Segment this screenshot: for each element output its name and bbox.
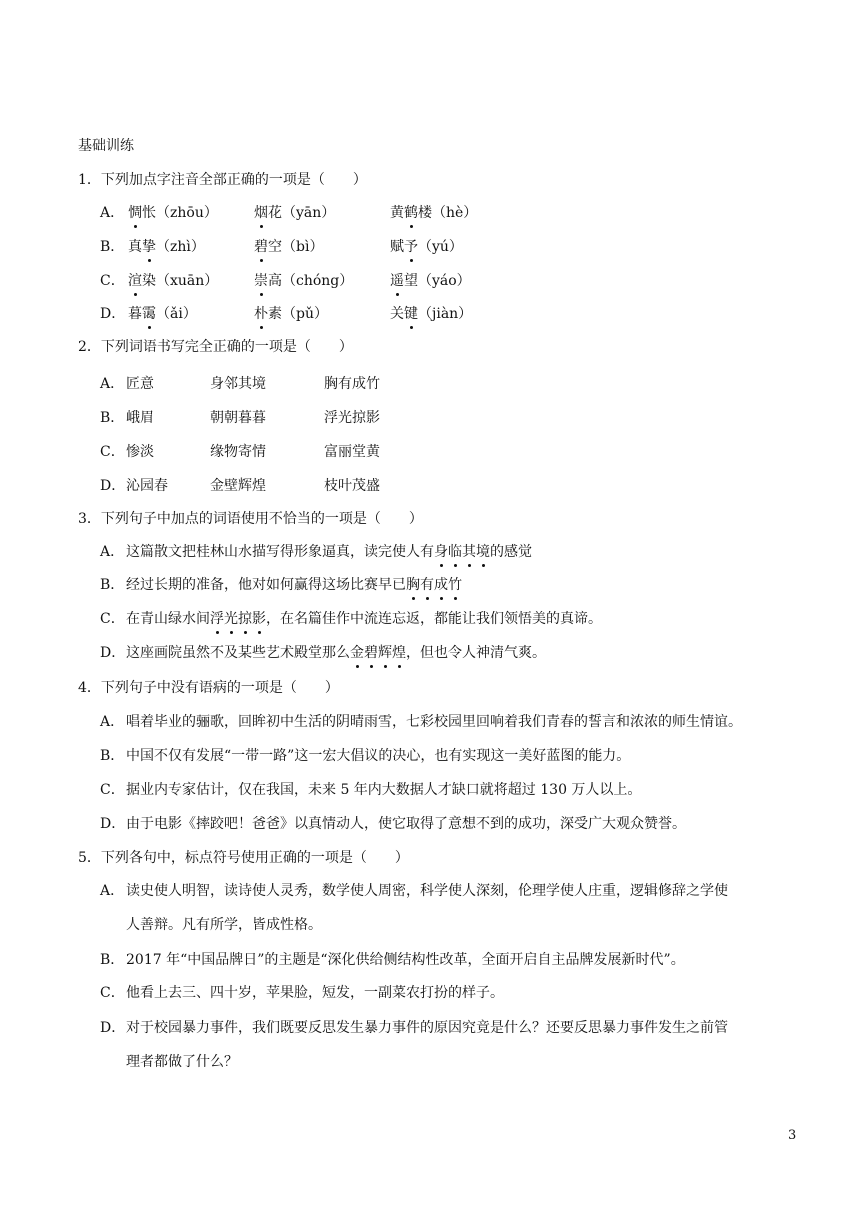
emphasis-char: 碧 — [364, 645, 378, 661]
emphasis-char: 影 — [252, 611, 266, 627]
option-text: 他看上去三、四十岁，苹果脸，短发，一副菜农打扮的样子。 — [126, 985, 504, 1001]
emphasis-char: 崇 — [254, 273, 268, 289]
question-stem: 2．下列词语书写完全正确的一项是（ ） — [78, 339, 353, 355]
emphasis-char: 境 — [476, 544, 490, 560]
question-stem: 5．下列各句中，标点符号使用正确的一项是（ ） — [78, 850, 409, 866]
text-segment: （zhì） — [156, 239, 205, 255]
option-term — [128, 304, 197, 324]
option-text — [126, 575, 462, 595]
text-segment: 富丽堂黄 — [324, 444, 380, 460]
emphasis-char: 遥 — [390, 273, 404, 289]
option-text: 对于校园暴力事件，我们既要反思发生暴力事件的原因究竟是什么？还要反思暴力事件发生之前管 — [126, 1020, 728, 1036]
text-segment: 暮 — [128, 306, 142, 322]
text-segment: ，在名篇佳作中流连忘返，都能让我们领悟美的真谛。 — [266, 611, 602, 627]
option-label: C． — [100, 444, 125, 460]
emphasis-char: 鹤 — [404, 205, 418, 221]
option-label: B． — [100, 748, 125, 764]
text-segment: （ǎi） — [156, 306, 197, 322]
emphasis-char: 惆 — [128, 205, 142, 221]
emphasis-char: 掠 — [238, 611, 252, 627]
text-segment: 胸有成竹 — [324, 376, 380, 392]
text-segment: 朝朝暮暮 — [210, 410, 266, 426]
text-segment: 关 — [390, 306, 404, 322]
question-stem: 4．下列句子中没有语病的一项是（ ） — [78, 680, 339, 696]
question-stem: 3．下列句子中加点的词语使用不恰当的一项是（ ） — [78, 511, 423, 527]
emphasis-char: 竹 — [448, 577, 462, 593]
option-label: D． — [100, 478, 126, 494]
emphasis-char: 键 — [404, 306, 418, 322]
option-text — [126, 609, 602, 629]
emphasis-char: 身 — [434, 544, 448, 560]
option-term — [390, 203, 477, 223]
option-term — [324, 442, 380, 462]
option-label: D． — [100, 816, 126, 832]
option-term — [254, 271, 353, 291]
option-label: D． — [100, 1020, 126, 1036]
text-segment: 浮光掠影 — [324, 410, 380, 426]
option-label: C． — [100, 782, 125, 798]
emphasis-char: 渲 — [128, 273, 142, 289]
option-term — [128, 237, 205, 257]
emphasis-char: 胸 — [406, 577, 420, 593]
text-segment: 缘物寄情 — [210, 444, 266, 460]
option-text: 理者都做了什么？ — [126, 1054, 238, 1070]
text-segment: 素（pǔ） — [268, 306, 328, 322]
option-term — [210, 408, 266, 428]
emphasis-char: 碧 — [254, 239, 268, 255]
emphasis-char: 煌 — [392, 645, 406, 661]
text-segment: 楼（hè） — [418, 205, 478, 221]
option-text — [126, 542, 532, 562]
emphasis-char: 成 — [434, 577, 448, 593]
emphasis-char: 挚 — [142, 239, 156, 255]
option-label: A． — [100, 883, 125, 899]
option-text: 人善辩。凡有所学，皆成性格。 — [126, 917, 322, 933]
text-segment: 赋 — [390, 239, 404, 255]
text-segment: 花（yān） — [268, 205, 336, 221]
option-term — [254, 237, 323, 257]
text-segment: 峨眉 — [126, 410, 154, 426]
text-segment: ，但也令人神清气爽。 — [406, 645, 546, 661]
option-text: 读史使人明智，读诗使人灵秀，数学使人周密，科学使人深刻，伦理学使人庄重，逻辑修辞之学使 — [126, 883, 728, 899]
section-title: 基础训练 — [78, 138, 134, 154]
text-segment: 这座画院虽然不及某些艺术殿堂那么 — [126, 645, 350, 661]
option-text: 据业内专家估计，仅在我国，未来 5 年内大数据人才缺口就将超过 130 万人以上。 — [126, 782, 642, 798]
option-text — [126, 643, 546, 663]
option-term — [324, 374, 380, 394]
option-term — [390, 271, 471, 291]
option-text: 2017 年“中国品牌日”的主题是“深化供给侧结构性改革，全面开启自主品牌发展新时代”。 — [126, 952, 685, 968]
option-label: A． — [100, 544, 125, 560]
option-term — [390, 304, 472, 324]
option-term — [254, 304, 328, 324]
option-text: 唱着毕业的骊歌，回眸初中生活的阴晴雨雪，七彩校园里回响着我们青春的誓言和浓浓的师生情谊。 — [126, 714, 742, 730]
emphasis-char: 辉 — [378, 645, 392, 661]
option-term — [324, 408, 380, 428]
option-label: D． — [100, 306, 126, 322]
emphasis-char: 浮 — [210, 611, 224, 627]
emphasis-char: 烟 — [254, 205, 268, 221]
text-segment: 在青山绿水间 — [126, 611, 210, 627]
question-stem: 1．下列加点字注音全部正确的一项是（ ） — [78, 172, 367, 188]
option-label: C． — [100, 985, 125, 1001]
text-segment: 怅（zhōu） — [142, 205, 218, 221]
text-segment: 沁园春 — [126, 478, 168, 494]
option-label: B． — [100, 952, 125, 968]
option-term — [210, 476, 266, 496]
option-term — [210, 442, 266, 462]
option-term — [126, 408, 154, 428]
option-term — [126, 476, 168, 496]
emphasis-char: 霭 — [142, 306, 156, 322]
option-term — [254, 203, 335, 223]
text-segment: （yú） — [418, 239, 463, 255]
option-text: 由于电影《摔跤吧！爸爸》以真情动人，使它取得了意想不到的成功，深受广大观众赞誉。 — [126, 816, 686, 832]
text-segment: 枝叶茂盛 — [324, 478, 380, 494]
option-label: B． — [100, 410, 125, 426]
option-term — [126, 442, 154, 462]
text-segment: 的感觉 — [490, 544, 532, 560]
option-label: B． — [100, 577, 125, 593]
emphasis-char: 朴 — [254, 306, 268, 322]
option-label: A． — [100, 376, 125, 392]
option-term — [128, 203, 218, 223]
text-segment: 匠意 — [126, 376, 154, 392]
option-label: A． — [100, 205, 125, 221]
option-term — [324, 476, 380, 496]
text-segment: 经过长期的准备，他对如何赢得这场比赛早已 — [126, 577, 406, 593]
emphasis-char: 金 — [350, 645, 364, 661]
option-label: C． — [100, 611, 125, 627]
option-text: 中国不仅有发展“一带一路”这一宏大倡议的决心，也有实现这一美好蓝图的能力。 — [126, 748, 631, 764]
text-segment: 高（chóng） — [268, 273, 354, 289]
option-term — [390, 237, 463, 257]
text-segment: 金壁辉煌 — [210, 478, 266, 494]
option-term — [128, 271, 218, 291]
text-segment: （jiàn） — [418, 306, 473, 322]
emphasis-char: 有 — [420, 577, 434, 593]
text-segment: 黄 — [390, 205, 404, 221]
emphasis-char: 光 — [224, 611, 238, 627]
option-label: D． — [100, 645, 126, 661]
page-number: 3 — [788, 1128, 797, 1143]
option-term — [126, 374, 154, 394]
text-segment: 这篇散文把桂林山水描写得形象逼真，读完使人有 — [126, 544, 434, 560]
emphasis-char: 予 — [404, 239, 418, 255]
option-label: C． — [100, 273, 125, 289]
text-segment: 染（xuān） — [142, 273, 219, 289]
emphasis-char: 临 — [448, 544, 462, 560]
text-segment: 惨淡 — [126, 444, 154, 460]
option-label: A． — [100, 714, 125, 730]
emphasis-char: 其 — [462, 544, 476, 560]
option-label: B． — [100, 239, 125, 255]
text-segment: 空（bì） — [268, 239, 324, 255]
option-term — [210, 374, 266, 394]
text-segment: 真 — [128, 239, 142, 255]
text-segment: 身邻其境 — [210, 376, 266, 392]
text-segment: 望（yáo） — [404, 273, 471, 289]
